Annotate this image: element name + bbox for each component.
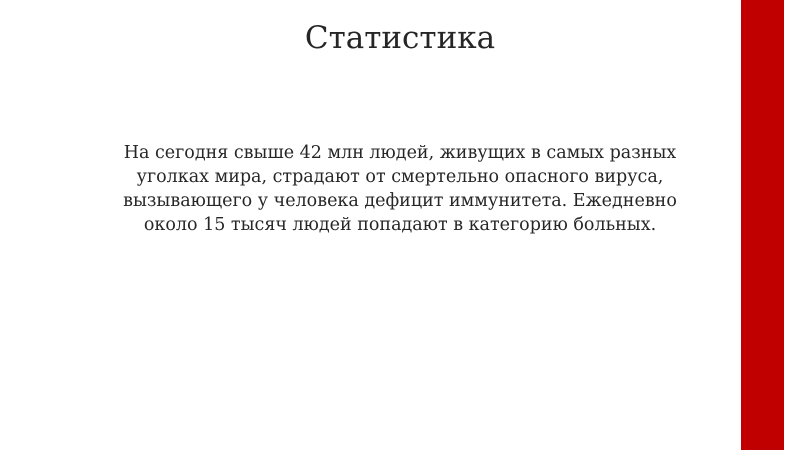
slide-edge — [784, 0, 800, 450]
slide-body-text: На сегодня свыше 42 млн людей, живущих в самых разных уголках мира, страдают от смертельно опасного вируса, вызывающего у человека дефицит иммунитета. Ежедневно около 15 тысяч людей попадают в категорию больных. — [123, 143, 677, 235]
accent-bar — [741, 0, 784, 450]
slide-title: Статистика — [304, 20, 496, 56]
